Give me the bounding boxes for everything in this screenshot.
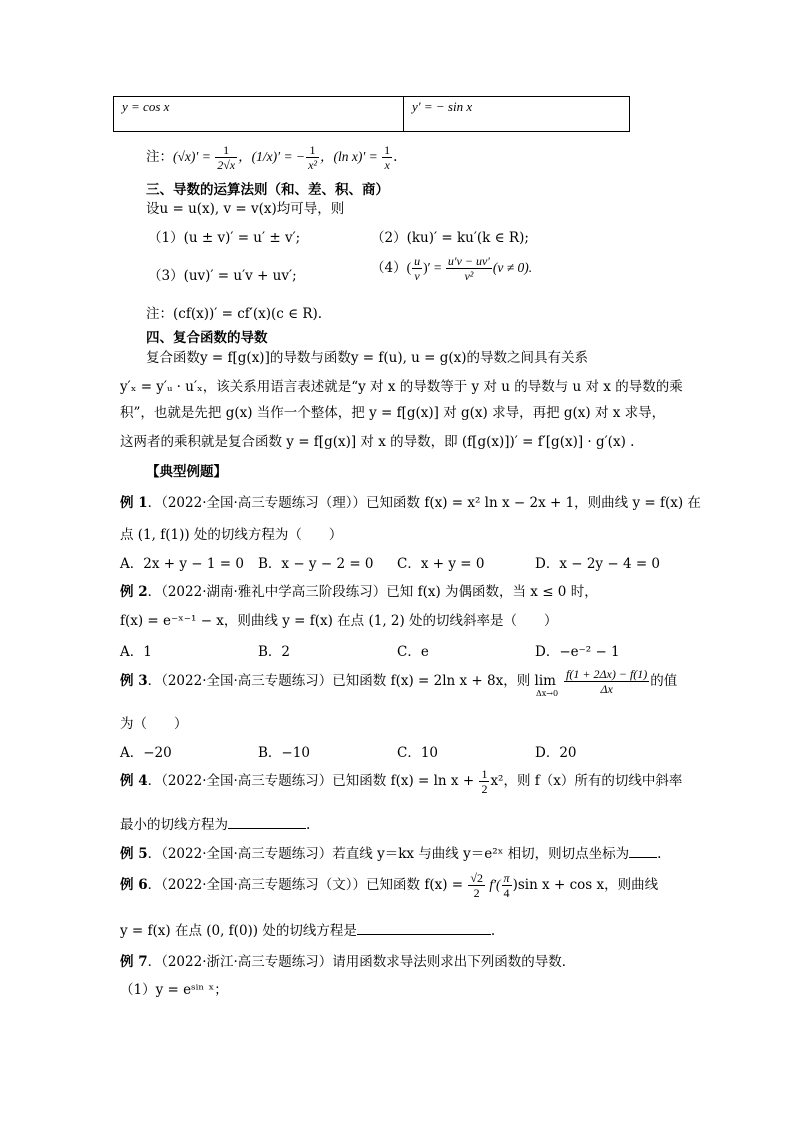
answer-blank[interactable] (629, 845, 657, 858)
example-3-option-b: B．−10 (258, 745, 310, 761)
example-3-option-c: C．10 (397, 745, 439, 761)
table-cell-derivative: y′ = − sin x (404, 97, 630, 132)
rule-2: （2）(ku)′ = ku′(k ∈ R); (371, 230, 529, 246)
composite-line-2: y′ₓ = y′ᵤ · u′ₓ，该关系用语言表述就是“y 对 x 的导数等于 y 对 u 的导数与 u 对 x 的导数的乘 (120, 379, 683, 395)
example-7-line-1: 例 7．（2022·浙江·高三专题练习）请用函数求导法则求出下列函数的导数． (120, 954, 576, 970)
examples-heading: 【典型例题】 (146, 464, 227, 480)
example-3-line-1: 例 3．（2022·全国·高三专题练习）已知函数 f(x) = 2ln x + 8x，则 $\lim_{\Delta x\to 0}$ $\frac{f(1 + 2\Delta x) - f(1)}{\Delta x}$ 的值 (120, 667, 678, 698)
example-2-option-b: B．2 (258, 644, 291, 660)
fraction: $\frac{1}{\text{x²}}$ (308, 143, 317, 172)
table-cell-function: y = cos x (114, 97, 404, 132)
rule-4: （4）( $\frac{u}{v}$ )′ = $\frac{u'v - uv'}{\text{v²}}$ (v ≠ 0). (371, 254, 533, 283)
example-1-line-1: 例 1．（2022·全国·高三专题练习（理））已知函数 f(x) = x² ln x − 2x + 1，则曲线 y = f(x) 在 (120, 495, 701, 511)
example-2-line-2: f(x) = e⁻ˣ⁻¹ − x，则曲线 y = f(x) 在点 (1, 2) 处的切线斜率是（ ） (120, 613, 558, 629)
example-6-line-1: 例 6．（2022·全国·高三专题练习（文））已知函数 f(x) = $\frac{√2}{2}$ f′( $\frac{\pi}{4}$ )sin x + cos x，则曲线 (120, 871, 659, 900)
composite-line-3: 积”，也就是先把 g(x) 当作一个整体，把 y = f[g(x)] 对 g(x) 求导，再把 g(x) 对 x 求导， (120, 405, 666, 421)
example-4-line-2: 最小的切线方程为 . (120, 817, 311, 833)
example-3-option-d: D．20 (535, 745, 577, 761)
rule-3: （3）(uv)′ = u′v + uv′; (148, 268, 297, 284)
derivative-table (113, 96, 630, 132)
example-1-option-c: C．x + y = 0 (397, 556, 485, 572)
fraction: $\frac{1}{2√x}$ (217, 143, 236, 172)
derivative-note: 注：(√x)′ = $\frac{1}{2√x}$ ，(1/x)′ = − $\frac{1}{\text{x²}}$ ，(ln x)′ = $\frac{1}{x}$ . (146, 143, 398, 172)
answer-blank[interactable] (228, 816, 306, 829)
composite-line-4: 这两者的乘积就是复合函数 y = f[g(x)] 对 x 的导数，即 (f[g(x)])′ = f′[g(x)] · g′(x) . (120, 434, 635, 450)
example-2-option-a: A．1 (120, 644, 152, 660)
section-heading-composite: 四、复合函数的导数 (146, 330, 268, 346)
example-1-option-b: B．x − y − 2 = 0 (258, 556, 374, 572)
section-heading-operation-rules: 三、导数的运算法则（和、差、积、商） (146, 182, 389, 198)
rule-1: （1）(u ± v)′ = u′ ± v′; (148, 230, 301, 246)
example-3-line-2: 为（ ） (120, 716, 188, 732)
example-2-option-c: C．e (397, 644, 429, 660)
example-1-line-2: 点 (1, f(1)) 处的切线方程为（ ） (120, 527, 343, 543)
example-2-line-1: 例 2．（2022·湖南·雅礼中学高三阶段练习）已知 f(x) 为偶函数，当 x ≤ 0 时， (120, 584, 598, 600)
example-6-line-2: y = f(x) 在点 (0, f(0)) 处的切线方程是 . (120, 923, 496, 939)
example-3-option-a: A．−20 (120, 745, 172, 761)
answer-blank[interactable] (357, 922, 491, 935)
rule-note: 注：(cf(x))′ = cf′(x)(c ∈ R). (146, 306, 323, 322)
example-2-option-d: D．−e⁻² − 1 (535, 644, 620, 660)
example-7-line-2: （1）y = eˢⁱⁿ ˣ； (120, 982, 228, 998)
composite-line-1: 复合函数y = f[g(x)]的导数与函数y = f(u), u = g(x)的导数之间具有关系 (146, 350, 589, 366)
example-4-line-1: 例 4．（2022·全国·高三专题练习）已知函数 f(x) = ln x + $\frac{1}{2}$ x²，则 f（x）所有的切线中斜率 (120, 767, 683, 796)
section-intro: 设u = u(x), v = v(x)均可导，则 (146, 201, 345, 217)
example-1-option-d: D．x − 2y − 4 = 0 (535, 556, 661, 572)
example-1-option-a: A．2x + y − 1 = 0 (120, 556, 244, 572)
fraction: $\frac{1}{x}$ (384, 143, 391, 172)
example-5-line-1: 例 5．（2022·全国·高三专题练习）若直线 y＝kx 与曲线 y＝e²ˣ 相切，则切点坐标为 . (120, 846, 662, 862)
